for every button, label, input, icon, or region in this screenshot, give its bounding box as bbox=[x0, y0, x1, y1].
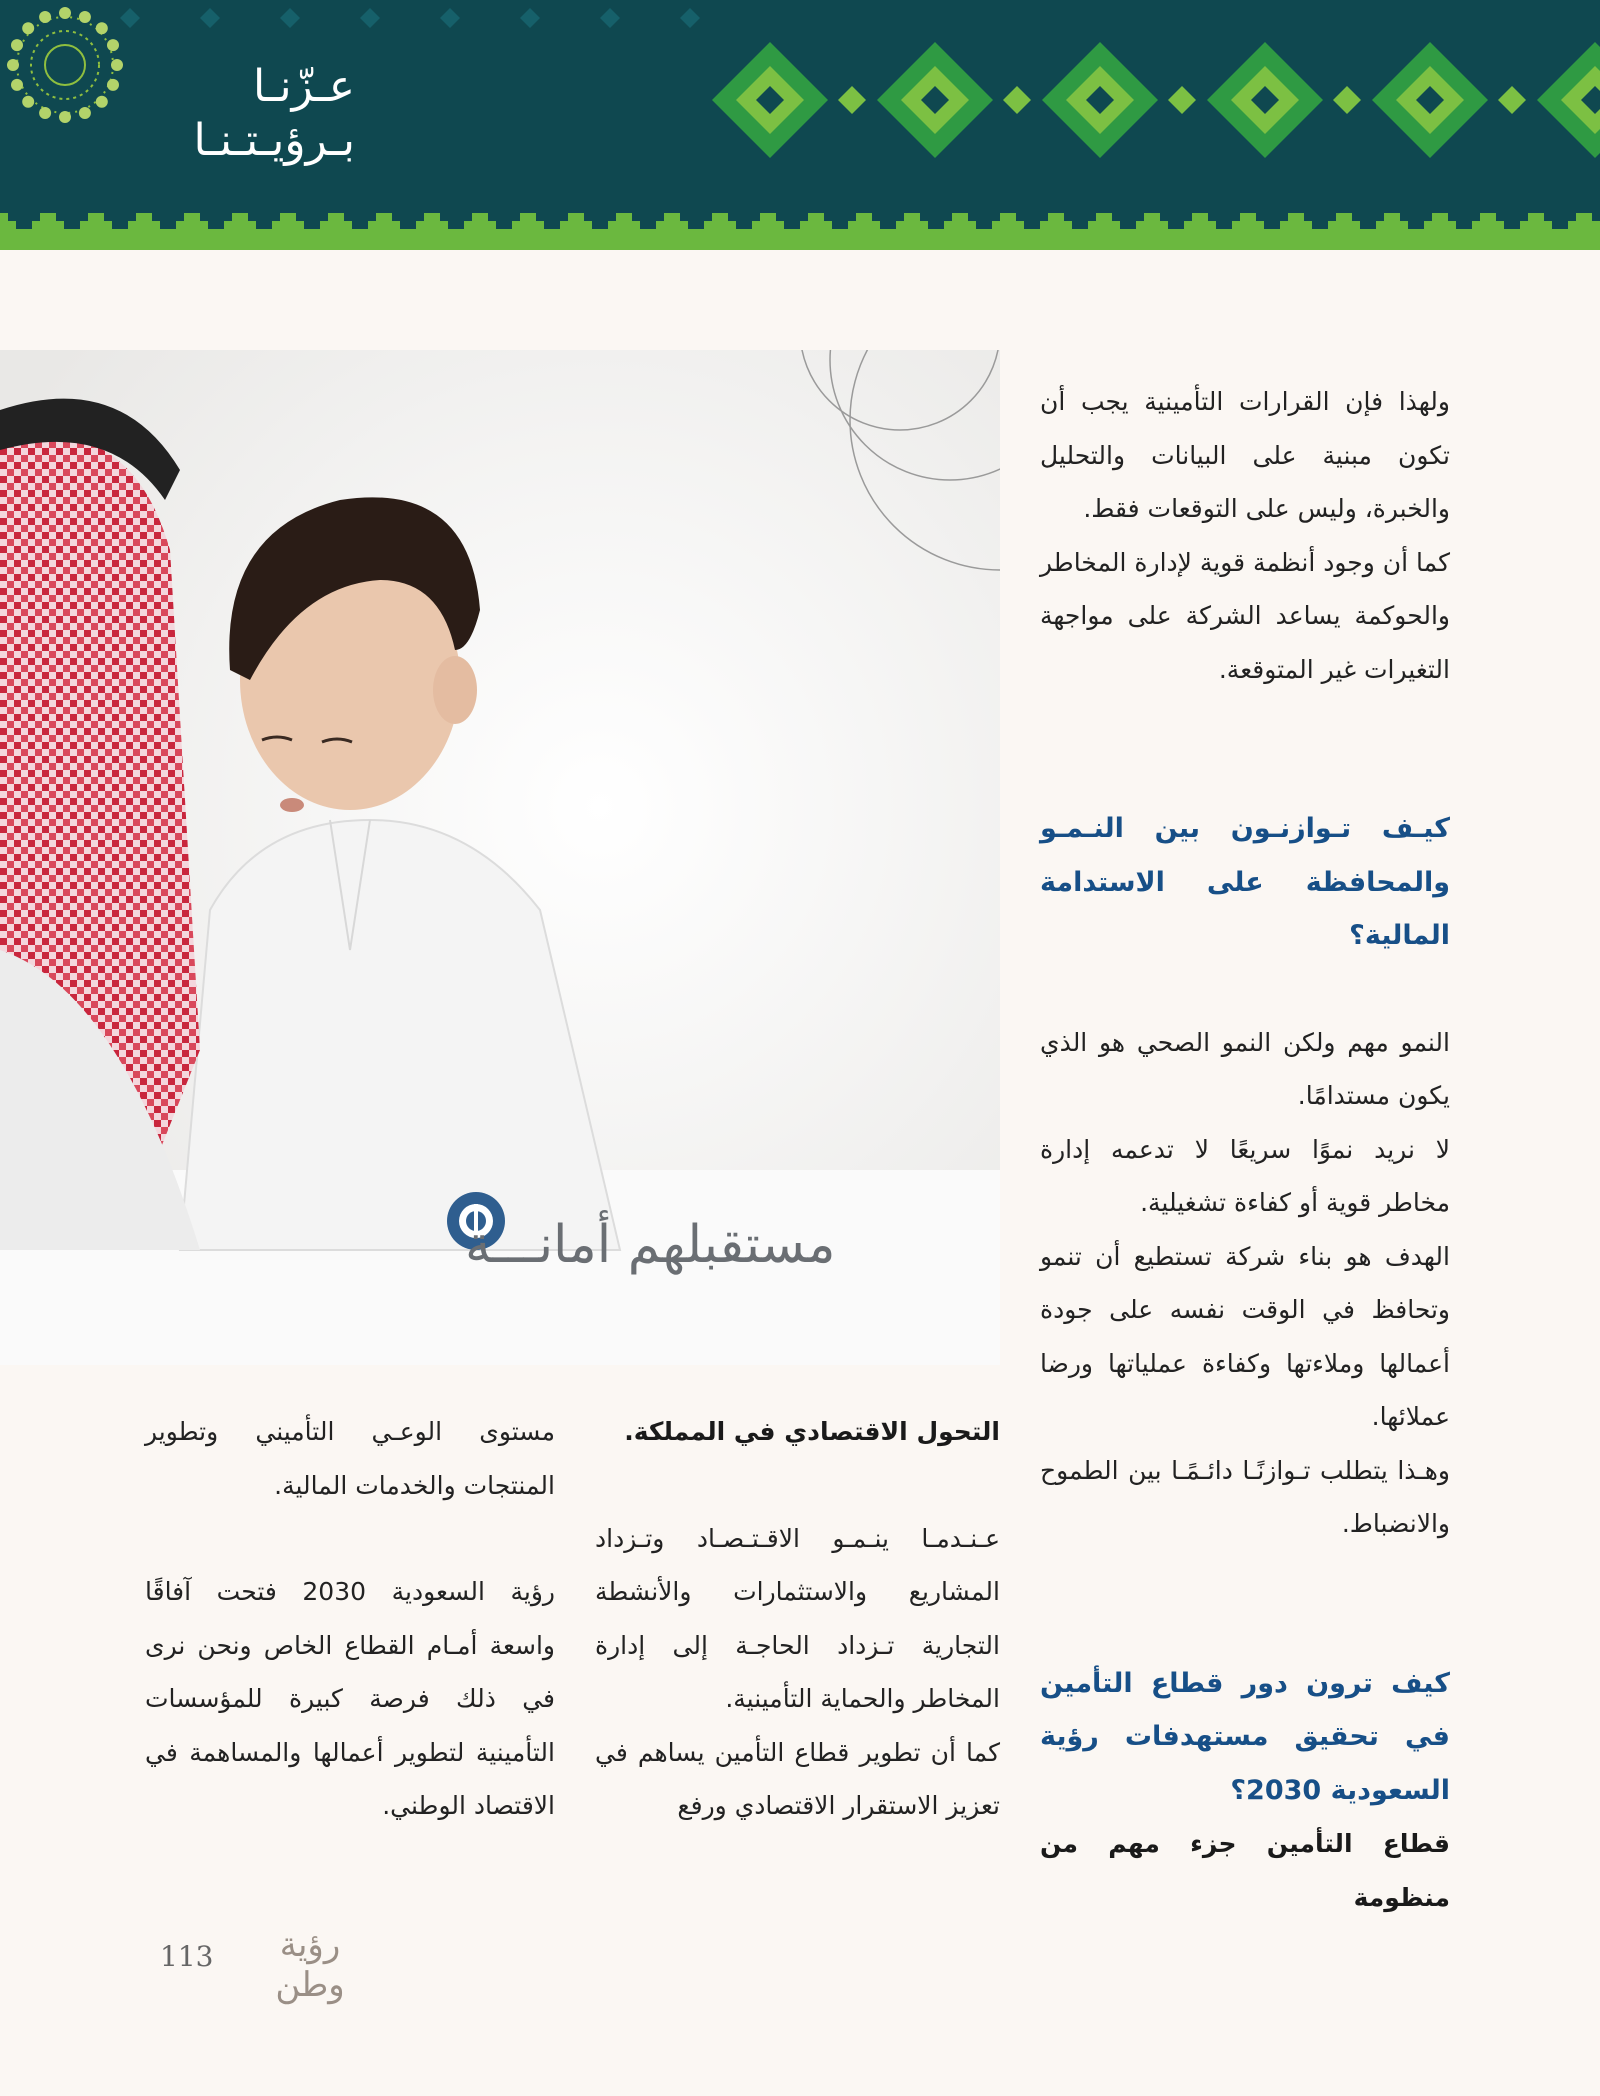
amana-tagline: مستقبلهم أمانـــة bbox=[465, 1215, 836, 1275]
section-heading: كيـف تـوازنـون بين النـمـو والمحافظة على الاستدامة المالية؟ bbox=[1040, 813, 1450, 951]
paragraph: وهـذا يتطلب تـوازنًـا دائـمًـا بين الطموح والانضباط. bbox=[1040, 1455, 1450, 1538]
right-text-column bbox=[1040, 375, 1450, 1924]
paragraph: ولهذا فإن القرارات التأمينية يجب أن تكون مبنية على البيانات والتحليل والخبرة، وليس على التوقعات فقط. bbox=[1040, 387, 1450, 523]
paragraph: رؤية السعودية 2030 فتحت آفاقًا واسعة أمـام القطاع الخاص ونحن نرى في ذلك فرصة كبيرة للمؤسسات التأمينية لتطوير أعمالها والمساهمة في الاقتصاد الوطني. bbox=[145, 1577, 555, 1820]
section-heading: كيف ترون دور قطاع التأمين في تحقيق مستهدفات رؤية السعودية 2030؟ bbox=[1040, 1667, 1450, 1806]
vision-logo-text bbox=[145, 60, 355, 168]
paragraph: مستوى الوعـي التأميني وتطوير المنتجات والخدمات المالية. bbox=[145, 1417, 555, 1500]
paragraph: عـنـدمـا ينـمـو الاقـتـصـاد وتـزداد المشاريع والاستثمارات والأنشطة التجارية تـزداد الحاجـة إلى إدارة المخاطر والحماية التأمينية. bbox=[595, 1523, 1000, 1713]
middle-text-column bbox=[595, 1405, 1000, 1833]
paragraph: كما أن تطوير قطاع التأمين يساهم في تعزيز الاستقرار الاقتصادي ورفع bbox=[595, 1737, 1000, 1820]
page-number: 113 bbox=[160, 1940, 214, 1973]
paragraph: لا نريد نموًا سريعًا لا تدعمه إدارة مخاطر قوية أو كفاءة تشغيلية. bbox=[1040, 1134, 1450, 1217]
vision-emblem-icon bbox=[0, 0, 130, 130]
paragraph: الهدف هو بناء شركة تستطيع أن تنمو وتحافظ في الوقت نفسه على جودة أعمالها وملاءتها وكفاءة عملياتها ورضا عملائها. bbox=[1040, 1241, 1450, 1431]
magazine-logo: رؤية وطن bbox=[275, 1925, 345, 2005]
logo-line-2: بـرؤيـتـنـا bbox=[193, 115, 355, 166]
header-band bbox=[0, 0, 1600, 250]
logo-line-1: عـزّنـا bbox=[253, 61, 355, 112]
paragraph-lead: قطاع التأمين جزء مهم من منظومة bbox=[1040, 1829, 1450, 1912]
paragraph-lead: التحول الاقتصادي في المملكة. bbox=[624, 1417, 1000, 1446]
paragraph: النمو مهم ولكن النمو الصحي هو الذي يكون مستدامًا. bbox=[1040, 1027, 1450, 1110]
left-text-column bbox=[145, 1405, 555, 1833]
paragraph: كما أن وجود أنظمة قوية لإدارة المخاطر والحوكمة يساعد الشركة على مواجهة التغيرات غير المتوقعة. bbox=[1040, 547, 1450, 684]
